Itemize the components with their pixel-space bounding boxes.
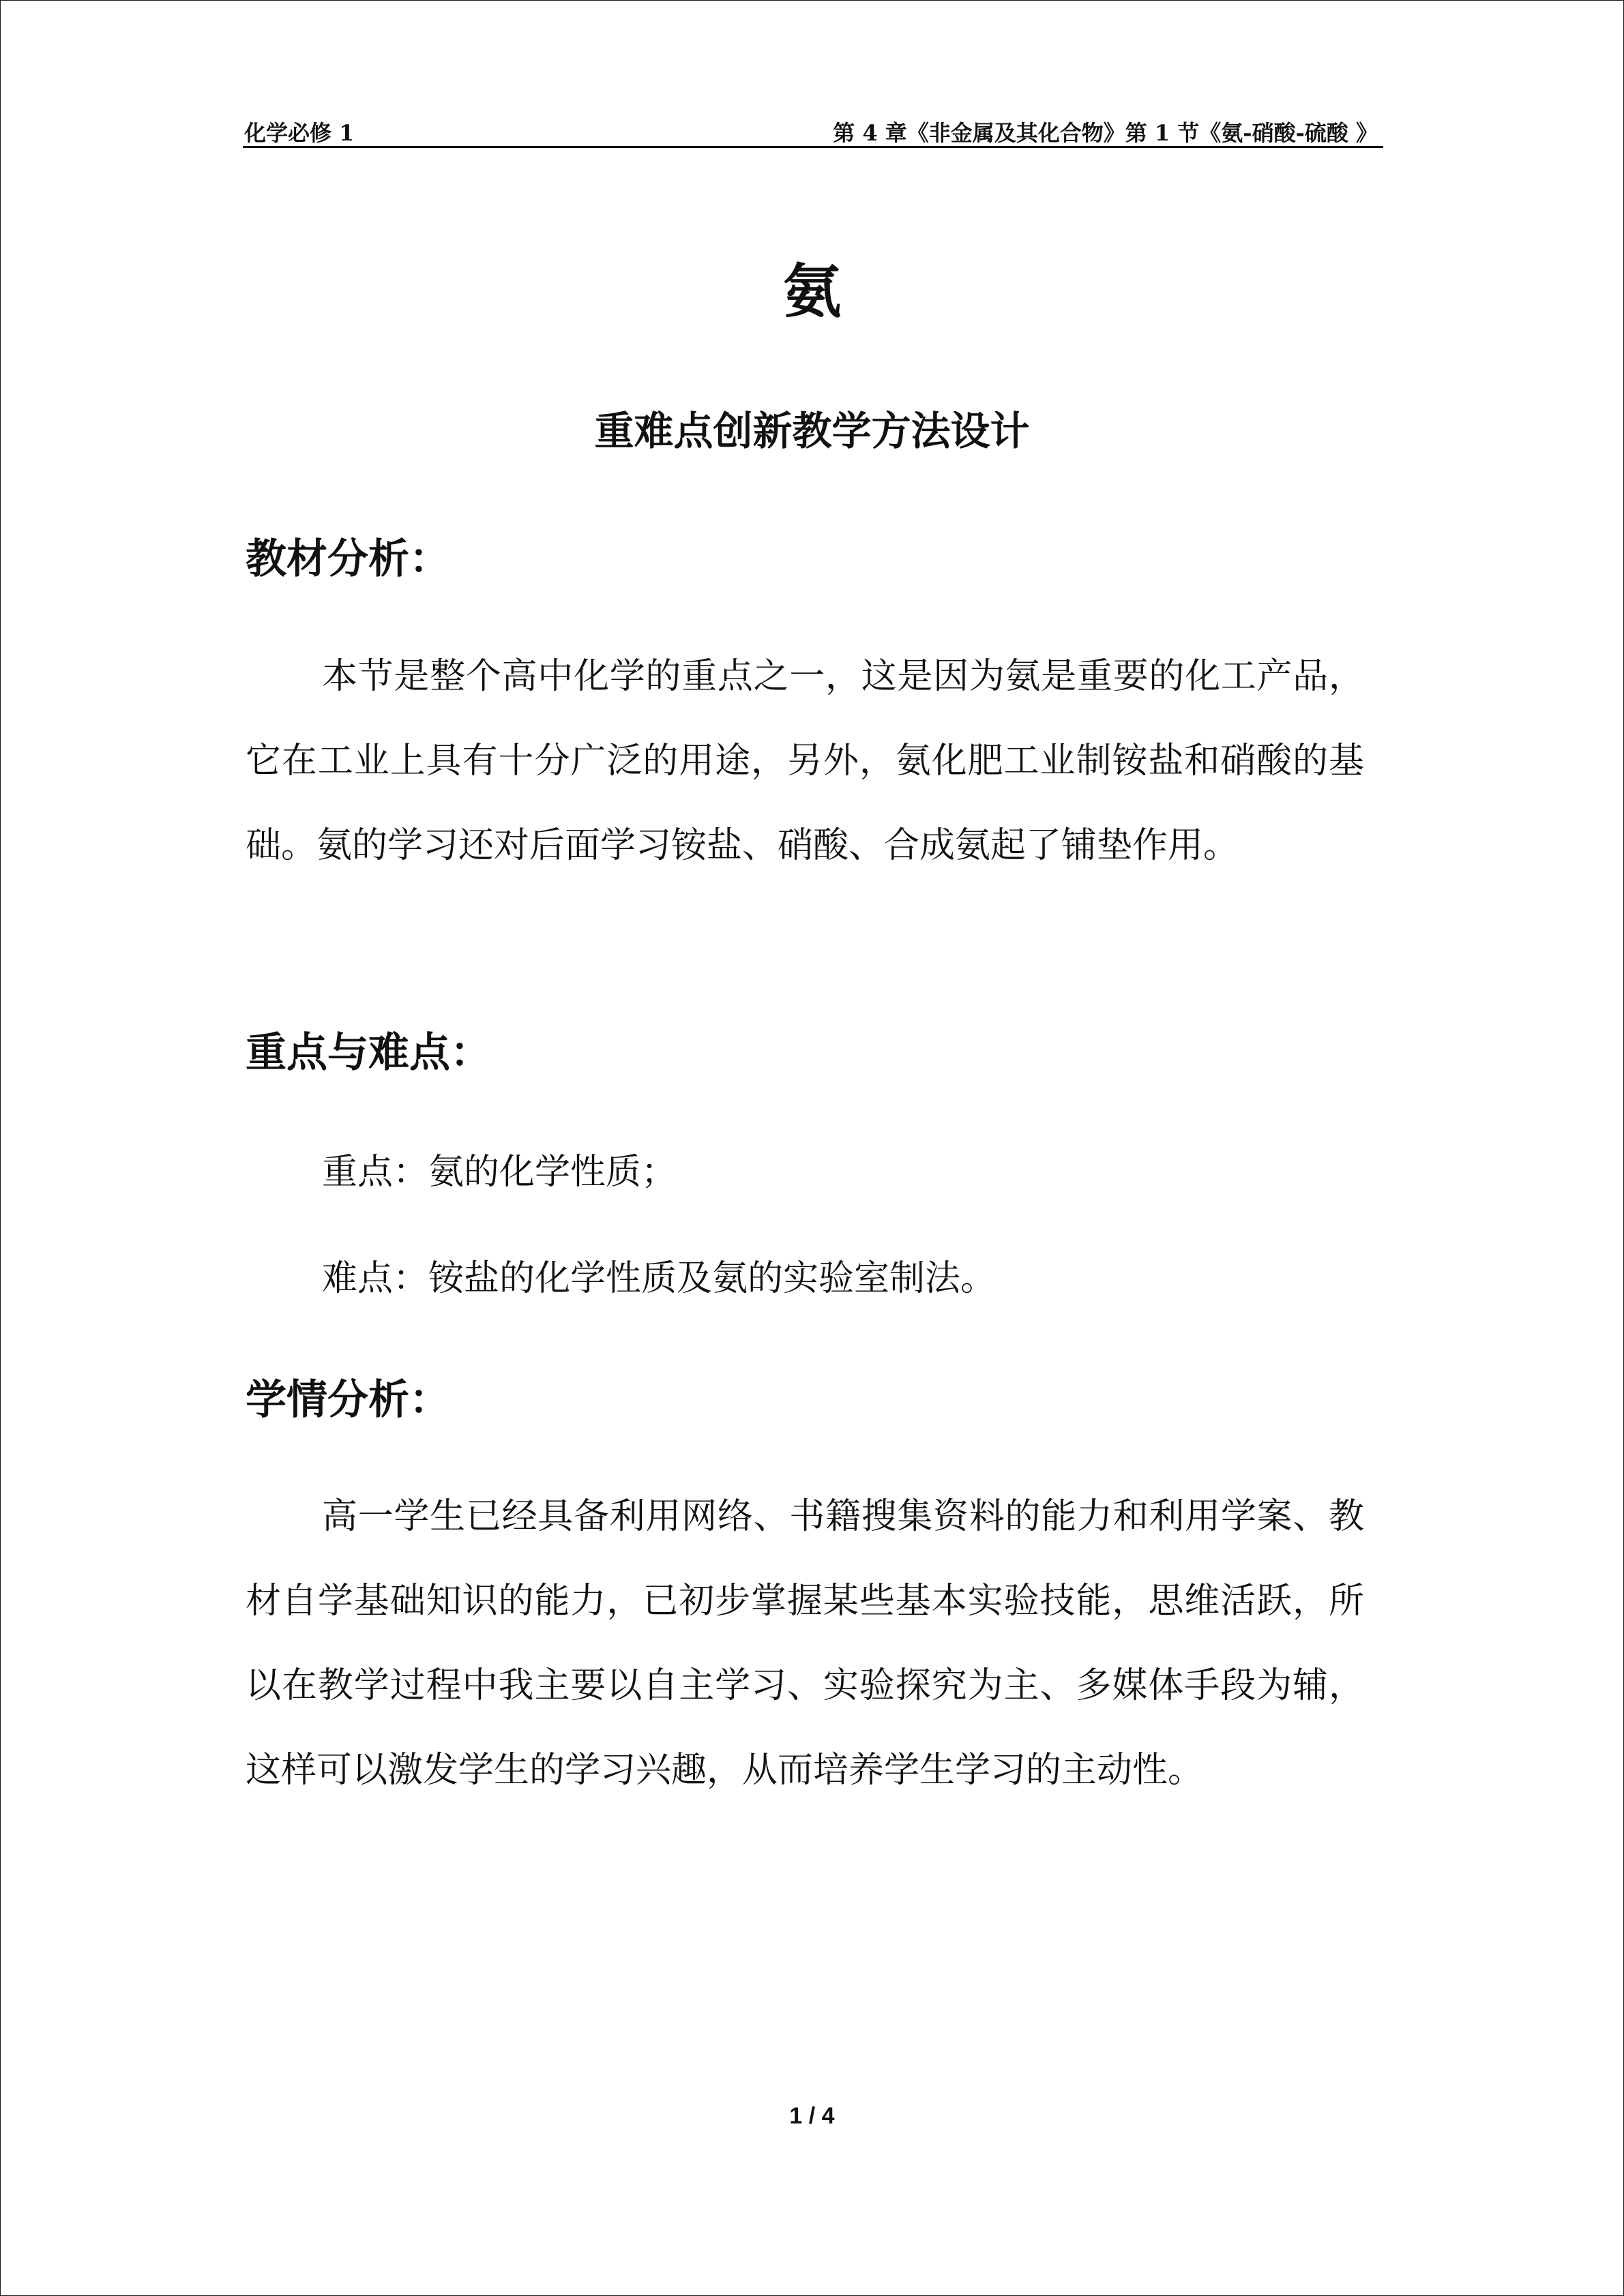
- student-analysis-paragraph: 高一学生已经具备利用网络、书籍搜集资料的能力和利用学案、教材自学基础知识的能力，已初步掌握某些基本实验技能，思维活跃，所以在教学过程中我主要以自主学习、实验探究为主、多媒体手段为辅，这样可以激发学生的学习兴趣，从而培养学生学习的主动性。: [246, 1496, 1364, 1791]
- document-subtitle: 重难点创新教学方法设计: [594, 408, 1030, 454]
- key-point-line: 重点：氨的化学性质；: [322, 1152, 677, 1193]
- section-heading-textbook-analysis: 教材分析：: [246, 535, 450, 583]
- header-course-label: 化学必修 1: [244, 120, 355, 146]
- page-number: 1 / 4: [789, 2103, 835, 2129]
- section-heading-key-points: 重点与难点：: [246, 1029, 491, 1077]
- textbook-analysis-paragraph: 本节是整个高中化学的重点之一，这是因为氨是重要的化工产品，它在工业上具有十分广泛的用途，另外，氨化肥工业制铵盐和硝酸的基础。氨的学习还对后面学习铵盐、硝酸、合成氨起了铺垫作用。: [246, 656, 1364, 866]
- difficult-point-line: 难点：铵盐的化学性质及氨的实验室制法。: [322, 1258, 996, 1299]
- header-chapter-label: 第 4 章《非金属及其化合物》第 1 节《氨-硝酸-硫酸 》: [833, 120, 1378, 146]
- section-heading-student-analysis: 学情分析：: [246, 1376, 450, 1424]
- header-divider: [243, 146, 1383, 148]
- running-header: [243, 115, 1383, 149]
- document-title: 氨: [782, 257, 842, 326]
